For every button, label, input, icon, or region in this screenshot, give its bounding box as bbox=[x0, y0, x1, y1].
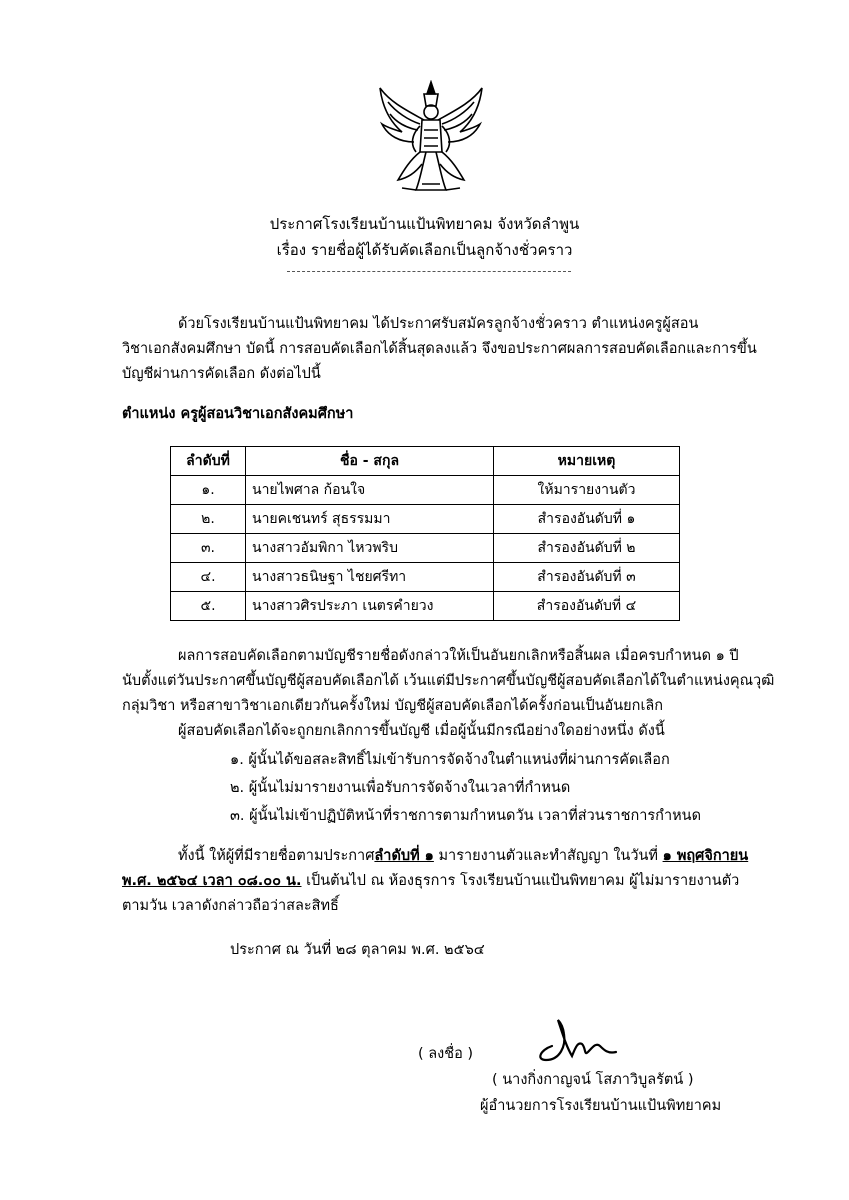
condition-3: ๓. ผู้นั้นไม่เข้าปฏิบัติหน้าที่ราชการตามกำหนดวัน เวลาที่ส่วนราชการกำหนด bbox=[230, 808, 701, 824]
report-date-highlight: ๑ พฤศจิกายน bbox=[662, 848, 749, 864]
report-text: มารายงานตัวและทำสัญญา ในวันที่ bbox=[433, 848, 663, 864]
table-row bbox=[171, 534, 680, 563]
row-name: นายไพศาล ก้อนใจ bbox=[246, 476, 494, 505]
table-row bbox=[171, 563, 680, 592]
row-note: สำรองอันดับที่ ๑ bbox=[494, 505, 680, 534]
report-order-highlight: ลำดับที่ ๑ bbox=[374, 848, 434, 864]
row-note: สำรองอันดับที่ ๒ bbox=[494, 534, 680, 563]
header-order: ลำดับที่ bbox=[171, 447, 246, 476]
row-note: สำรองอันดับที่ ๓ bbox=[494, 563, 680, 592]
row-note: สำรองอันดับที่ ๔ bbox=[494, 592, 680, 621]
intro-line-2: วิชาเอกสังคมศึกษา บัดนี้ การสอบคัดเลือกได้สิ้นสุดลงแล้ว จึงขอประกาศผลการสอบคัดเลือกและการขึ้น bbox=[122, 341, 757, 357]
row-order: ๑. bbox=[171, 476, 246, 505]
divider bbox=[287, 271, 571, 272]
row-order: ๕. bbox=[171, 592, 246, 621]
validity-line-2: นับตั้งแต่วันประกาศขึ้นบัญชีผู้สอบคัดเลือกได้ เว้นแต่มีประกาศขึ้นบัญชีผู้สอบคัดเลือกได้ในตำแหน่งคุณวุฒิ bbox=[122, 673, 775, 689]
garuda-emblem-icon bbox=[376, 80, 486, 192]
row-note: ให้มารายงานตัว bbox=[494, 476, 680, 505]
row-name: นายคเชนทร์ สุธรรมมา bbox=[246, 505, 494, 534]
position-title: ตำแหน่ง ครูผู้สอนวิชาเอกสังคมศึกษา bbox=[122, 406, 354, 422]
row-order: ๔. bbox=[171, 563, 246, 592]
row-name: นางสาวศิรประภา เนตรคำยวง bbox=[246, 592, 494, 621]
intro-line-3: บัญชีผ่านการคัดเลือก ดังต่อไปนี้ bbox=[122, 366, 321, 382]
table-header-row bbox=[171, 447, 680, 476]
announce-date: ประกาศ ณ วันที่ ๒๘ ตุลาคม พ.ศ. ๒๕๖๔ bbox=[230, 942, 485, 958]
table-row bbox=[171, 476, 680, 505]
row-order: ๒. bbox=[171, 505, 246, 534]
table-row bbox=[171, 592, 680, 621]
report-line-2 bbox=[122, 869, 739, 893]
table-row bbox=[171, 505, 680, 534]
condition-2: ๒. ผู้นั้นไม่มารายงานเพื่อรับการจัดจ้างในเวลาที่กำหนด bbox=[230, 780, 571, 796]
row-name: นางสาวธนิษฐา ไชยศรีทา bbox=[246, 563, 494, 592]
validity-line-1: ผลการสอบคัดเลือกตามบัญชีรายชื่อดังกล่าวให้เป็นอันยกเลิกหรือสิ้นผล เมื่อครบกำหนด ๑ ปี bbox=[178, 648, 739, 664]
validity-line-3: กลุ่มวิชา หรือสาขาวิชาเอกเดียวกันครั้งใหม่ บัญชีผู้สอบคัดเลือกได้ครั้งก่อนเป็นอันยกเลิก bbox=[122, 698, 664, 714]
report-time-highlight: พ.ศ. ๒๕๖๔ เวลา ๐๘.๐๐ น. bbox=[122, 873, 302, 889]
signer-name: ( นางกิ่งกาญจน์ โสภาวิบูลรัตน์ ) bbox=[492, 1072, 694, 1088]
selected-candidates-table bbox=[170, 446, 680, 621]
report-line-3: ตามวัน เวลาดังกล่าวถือว่าสละสิทธิ์ bbox=[122, 898, 339, 914]
row-name: นางสาวอัมพิกา ไหวพริบ bbox=[246, 534, 494, 563]
header-note: หมายเหตุ bbox=[494, 447, 680, 476]
header-name: ชื่อ - สกุล bbox=[246, 447, 494, 476]
signer-title: ผู้อำนวยการโรงเรียนบ้านแป้นพิทยาคม bbox=[480, 1098, 722, 1114]
report-text: เป็นต้นไป ณ ห้องธุรการ โรงเรียนบ้านแป้นพิทยาคม ผู้ไม่มารายงานตัว bbox=[301, 873, 740, 889]
sign-label: ( ลงชื่อ ) bbox=[418, 1046, 474, 1062]
announcement-subject: เรื่อง รายชื่อผู้ได้รับคัดเลือกเป็นลูกจ้างชั่วคราว bbox=[276, 241, 573, 259]
report-text: ทั้งนี้ ให้ผู้ที่มีรายชื่อตามประกาศ bbox=[178, 848, 375, 864]
validity-line-4: ผู้สอบคัดเลือกได้จะถูกยกเลิกการขึ้นบัญชี เมื่อผู้นั้นมีกรณีอย่างใดอย่างหนึ่ง ดังนี้ bbox=[178, 723, 665, 739]
row-order: ๓. bbox=[171, 534, 246, 563]
intro-line-1: ด้วยโรงเรียนบ้านแป้นพิทยาคม ได้ประกาศรับสมัครลูกจ้างชั่วคราว ตำแหน่งครูผู้สอน bbox=[178, 316, 699, 332]
signature-mark bbox=[530, 1016, 620, 1066]
condition-1: ๑. ผู้นั้นได้ขอสละสิทธิ์ไม่เข้ารับการจัดจ้างในตำแหน่งที่ผ่านการคัดเลือก bbox=[230, 752, 670, 768]
announcement-title: ประกาศโรงเรียนบ้านแป้นพิทยาคม จังหวัดลำพูน bbox=[269, 215, 580, 233]
report-line-1 bbox=[178, 844, 748, 868]
